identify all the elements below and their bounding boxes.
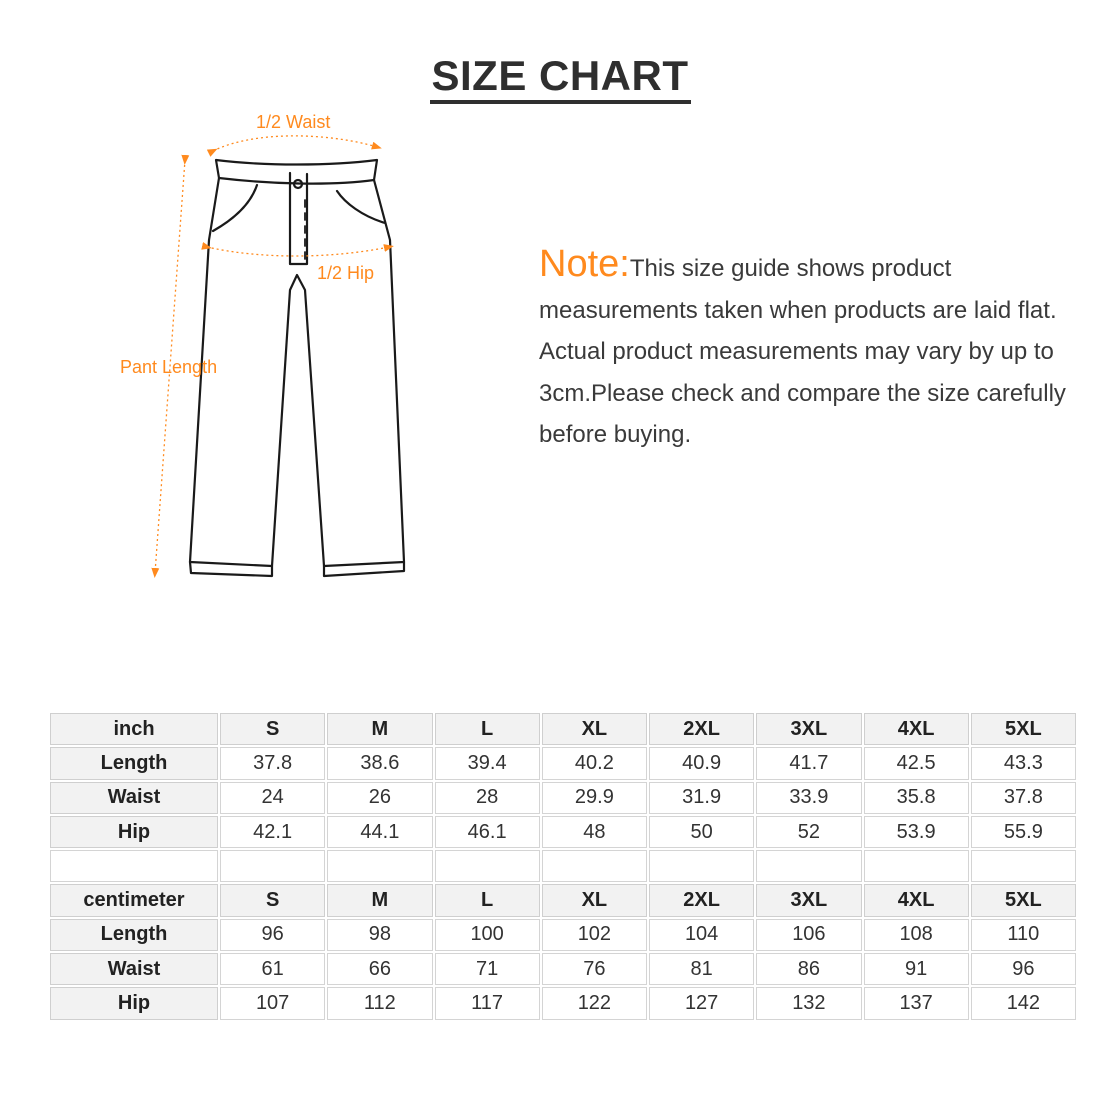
measurement-cell: 40.2 [542,747,647,779]
spacer-row [50,850,1076,882]
row-label-cell: Hip [50,816,218,848]
measurement-cell: 122 [542,987,647,1019]
length-label: Pant Length [120,357,218,377]
size-header-cell: M [327,884,432,916]
pants-diagram [0,0,460,620]
measurement-cell: 43.3 [971,747,1076,779]
measurement-cell: 37.8 [971,782,1076,814]
measurement-cell: 38.6 [327,747,432,779]
measurement-cell: 110 [971,919,1076,951]
measurement-cell: 104 [649,919,754,951]
size-tables [50,711,1078,1022]
empty-cell [435,850,540,882]
hip-label: 1/2 Hip [317,263,375,283]
table-row [50,919,1076,951]
empty-cell [220,850,325,882]
note-text: This size guide shows product measurements taken when products are laid flat. Actual product measurements may vary by up to 3cm.Please check and compare the size carefully before buying. [539,255,1066,448]
row-label-cell: Hip [50,987,218,1019]
waist-dimension-line [213,136,377,151]
unit-header-cell: centimeter [50,884,218,916]
measurement-cell: 117 [435,987,540,1019]
size-header-cell: M [327,713,432,745]
empty-cell [971,850,1076,882]
measurement-cell: 98 [327,919,432,951]
measurement-cell: 96 [971,953,1076,985]
measurement-cell: 53.9 [864,816,969,848]
size-header-cell: S [220,713,325,745]
size-header-cell: XL [542,713,647,745]
measurement-cell: 108 [864,919,969,951]
measurement-cell: 96 [220,919,325,951]
measurement-cell: 44.1 [327,816,432,848]
measurement-cell: 106 [756,919,861,951]
size-header-cell: 5XL [971,884,1076,916]
empty-cell [864,850,969,882]
size-header-cell: 4XL [864,713,969,745]
measurement-cell: 37.8 [220,747,325,779]
size-header-cell: 2XL [649,884,754,916]
measurement-cell: 86 [756,953,861,985]
measurement-cell: 24 [220,782,325,814]
centimeter-header-row [50,884,1076,916]
measurement-cell: 71 [435,953,540,985]
measurement-cell: 100 [435,919,540,951]
empty-cell [327,850,432,882]
measurement-cell: 81 [649,953,754,985]
note-block [539,244,1099,456]
measurement-cell: 35.8 [864,782,969,814]
empty-cell [542,850,647,882]
table-row [50,987,1076,1019]
measurement-cell: 127 [649,987,754,1019]
measurement-cell: 48 [542,816,647,848]
measurement-cell: 42.1 [220,816,325,848]
measurement-cell: 29.9 [542,782,647,814]
measurement-cell: 33.9 [756,782,861,814]
unit-header-cell: inch [50,713,218,745]
measurement-cell: 26 [327,782,432,814]
measurement-cell: 39.4 [435,747,540,779]
measurement-cell: 61 [220,953,325,985]
measurement-cell: 40.9 [649,747,754,779]
size-header-cell: XL [542,884,647,916]
measurement-cell: 91 [864,953,969,985]
size-header-cell: 2XL [649,713,754,745]
pants-illustration [0,0,460,620]
measurement-cell: 142 [971,987,1076,1019]
table-row [50,747,1076,779]
measurement-cell: 52 [756,816,861,848]
measurement-cell: 50 [649,816,754,848]
row-label-cell: Length [50,747,218,779]
empty-cell [649,850,754,882]
measurement-cell: 132 [756,987,861,1019]
row-label-cell: Waist [50,782,218,814]
measurement-cell: 28 [435,782,540,814]
measurement-cell: 66 [327,953,432,985]
size-header-cell: S [220,884,325,916]
measurement-cell: 46.1 [435,816,540,848]
measurement-cell: 137 [864,987,969,1019]
pants-outline [190,160,404,576]
empty-cell [756,850,861,882]
measurement-cell: 55.9 [971,816,1076,848]
table-row [50,953,1076,985]
measurement-cell: 41.7 [756,747,861,779]
table-row [50,816,1076,848]
size-table [48,711,1078,1022]
measurement-cell: 102 [542,919,647,951]
empty-cell [50,850,218,882]
size-header-cell: L [435,713,540,745]
size-header-cell: 4XL [864,884,969,916]
measurement-cell: 42.5 [864,747,969,779]
table-row [50,782,1076,814]
measurement-cell: 112 [327,987,432,1019]
row-label-cell: Length [50,919,218,951]
inch-header-row [50,713,1076,745]
measurement-cell: 31.9 [649,782,754,814]
size-header-cell: 3XL [756,713,861,745]
waist-label: 1/2 Waist [256,112,331,132]
measurement-cell: 107 [220,987,325,1019]
size-header-cell: 5XL [971,713,1076,745]
hip-dimension-line [207,247,389,256]
size-header-cell: 3XL [756,884,861,916]
row-label-cell: Waist [50,953,218,985]
size-header-cell: L [435,884,540,916]
page-title: SIZE CHART [430,52,691,104]
note-label: Note: [539,243,630,285]
measurement-cell: 76 [542,953,647,985]
